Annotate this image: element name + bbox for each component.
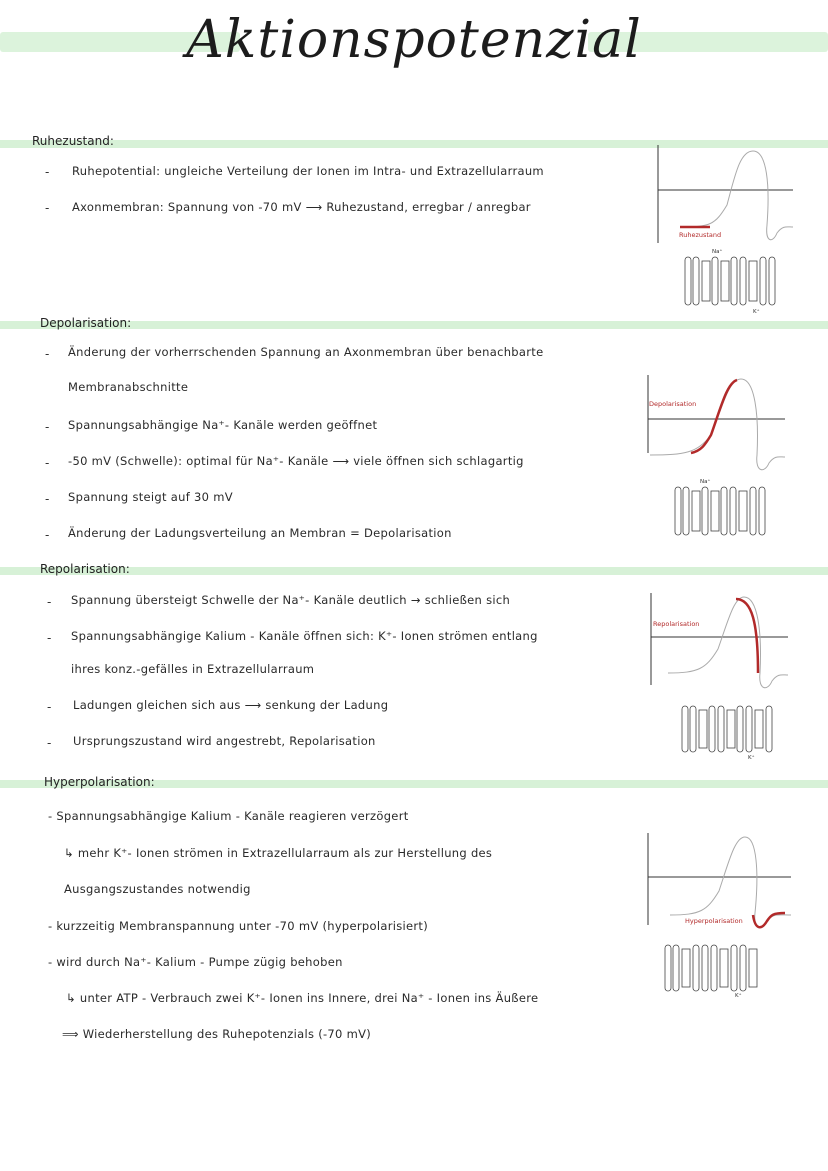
graph-repol bbox=[648, 593, 798, 763]
depol-item-3: -50 mV (Schwelle): optimal für Na⁺- Kanäle ⟶ viele öffnen sich schlagartig bbox=[68, 454, 524, 468]
membrane-repol bbox=[682, 706, 772, 752]
hyper-item-3a: ↳ unter ATP - Verbrauch zwei K⁺- Ionen ins Innere, drei Na⁺ - Ionen ins Äußere bbox=[66, 991, 539, 1005]
membrane-depol bbox=[675, 487, 765, 535]
depol-item-4: Spannung steigt auf 30 mV bbox=[68, 490, 233, 504]
membrane-ruhe bbox=[685, 257, 775, 305]
bullet-dash: - bbox=[45, 420, 50, 434]
hyper-item-1b: Ausgangszustandes notwendig bbox=[64, 882, 251, 896]
heading-ruhe: Ruhezustand: bbox=[32, 134, 114, 148]
bullet-dash: - bbox=[45, 165, 50, 179]
graph-depol bbox=[645, 375, 795, 545]
repol-item-2b: ihres konz.-gefälles in Extrazellularraum bbox=[71, 662, 315, 676]
ion-label-k: K⁺ bbox=[748, 755, 755, 761]
ion-label-k: K⁺ bbox=[753, 309, 760, 315]
heading-repol: Repolarisation: bbox=[40, 562, 130, 576]
bullet-dash: - bbox=[45, 347, 50, 361]
page-title: Aktionspotenzial bbox=[186, 10, 642, 70]
bullet-dash: - bbox=[47, 631, 52, 645]
membrane-hyper bbox=[665, 945, 757, 991]
bullet-dash: - bbox=[45, 201, 50, 215]
hyper-item-3: - wird durch Na⁺- Kalium - Pumpe zügig behoben bbox=[48, 955, 343, 969]
depol-item-1b: Membranabschnitte bbox=[68, 380, 189, 394]
ion-label-na: Na⁺ bbox=[700, 479, 711, 485]
hyper-item-2: - kurzzeitig Membranspannung unter -70 mV (hyperpolarisiert) bbox=[48, 919, 429, 933]
bullet-dash: - bbox=[45, 456, 50, 470]
graph-ruhe bbox=[655, 145, 800, 315]
bullet-dash: - bbox=[47, 736, 52, 750]
graph-repol-label: Repolarisation bbox=[653, 620, 700, 628]
bullet-dash: - bbox=[45, 492, 50, 506]
hyper-item-1a: ↳ mehr K⁺- Ionen strömen in Extrazellularraum als zur Herstellung des bbox=[64, 846, 493, 860]
graph-ruhe-label: Ruhezustand bbox=[679, 231, 722, 239]
repol-item-4: Ursprungszustand wird angestrebt, Repolarisation bbox=[73, 734, 376, 748]
hyper-item-1: - Spannungsabhängige Kalium - Kanäle reagieren verzögert bbox=[48, 809, 409, 823]
bullet-dash: - bbox=[47, 595, 52, 609]
repol-item-1: Spannung übersteigt Schwelle der Na⁺- Kanäle deutlich → schließen sich bbox=[71, 593, 511, 607]
bullet-dash: - bbox=[47, 700, 52, 714]
depol-item-5: Änderung der Ladungsverteilung an Membran = Depolarisation bbox=[68, 526, 452, 540]
ruhe-item-2: Axonmembran: Spannung von -70 mV ⟶ Ruhezustand, erregbar / anregbar bbox=[72, 200, 531, 214]
heading-hyper: Hyperpolarisation: bbox=[44, 775, 155, 789]
graph-hyper-label: Hyperpolarisation bbox=[685, 917, 743, 925]
depol-item-2: Spannungsabhängige Na⁺- Kanäle werden geöffnet bbox=[68, 418, 378, 432]
bullet-dash: - bbox=[45, 528, 50, 542]
depol-item-1: Änderung der vorherrschenden Spannung an Axonmembran über benachbarte bbox=[68, 345, 544, 359]
graph-hyper bbox=[645, 833, 795, 1003]
hyper-item-4: ⟹ Wiederherstellung des Ruhepotenzials (-70 mV) bbox=[62, 1027, 372, 1041]
ruhe-item-1: Ruhepotential: ungleiche Verteilung der Ionen im Intra- und Extrazellularraum bbox=[72, 164, 544, 178]
repol-item-3: Ladungen gleichen sich aus ⟶ senkung der Ladung bbox=[73, 698, 389, 712]
repol-item-2: Spannungsabhängige Kalium - Kanäle öffnen sich: K⁺- Ionen strömen entlang bbox=[71, 629, 538, 643]
ion-label-na: Na⁺ bbox=[712, 249, 723, 255]
graph-depol-label: Depolarisation bbox=[649, 400, 697, 408]
heading-depol: Depolarisation: bbox=[40, 316, 132, 330]
ion-label-k: K⁺ bbox=[735, 993, 742, 999]
